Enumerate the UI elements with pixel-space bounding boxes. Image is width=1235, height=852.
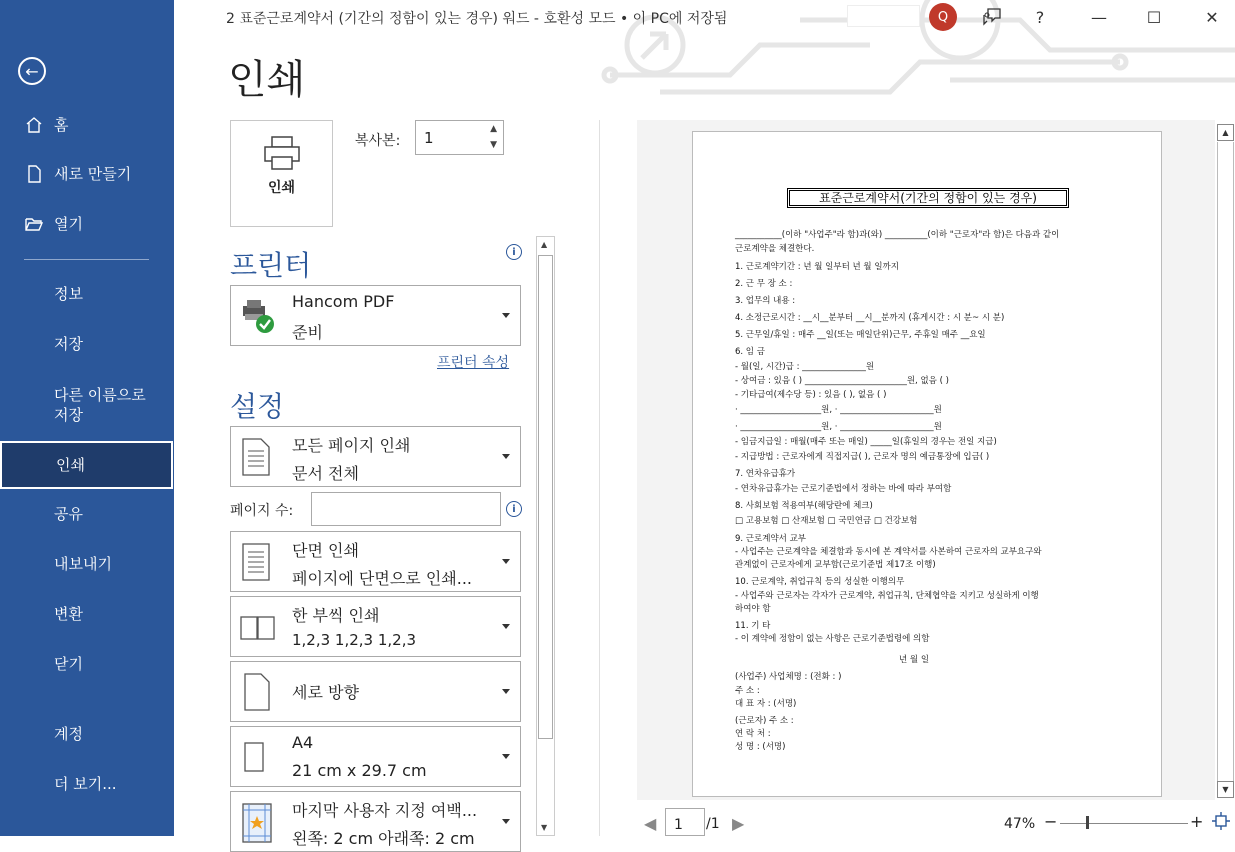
zoom-in-icon[interactable]: + [1190, 812, 1204, 831]
backstage-sidebar [0, 0, 174, 836]
doc-line: 9. 근로계약서 교부 [735, 534, 806, 544]
paper-size-value: A4 [292, 733, 314, 752]
doc-line: 근로계약을 체결한다. [735, 244, 815, 254]
doc-line: 10. 근로계약, 취업규칙 등의 성실한 이행의무 [735, 577, 905, 587]
scrollbar-thumb[interactable] [538, 255, 553, 739]
print-range-detail: 문서 전체 [292, 464, 359, 483]
nav-account[interactable] [0, 712, 174, 756]
pages-label: 페이지 수: [230, 503, 294, 519]
title-bar [174, 0, 1235, 34]
sided-value: 단면 인쇄 [292, 541, 359, 560]
copies-down-icon[interactable]: ▼ [490, 140, 497, 150]
minimize-button[interactable]: — [1091, 7, 1107, 27]
doc-line: - 연차유급휴가는 근로기준법에서 정하는 바에 따라 부여함 [735, 484, 952, 494]
pane-divider [599, 120, 600, 836]
collated-icon [239, 605, 279, 649]
maximize-button[interactable]: ☐ [1146, 7, 1162, 27]
nav-export[interactable] [0, 542, 174, 586]
doc-line: 4. 소정근로시간 : __시__분부터 __시__분까지 (휴게시간 : 시 분~ 시 분) [735, 313, 1005, 323]
nav-more-label: 더 보기... [54, 775, 117, 793]
chevron-down-icon [502, 313, 510, 318]
sidebar-divider [24, 259, 149, 260]
nav-transform[interactable] [0, 592, 174, 636]
pages-input[interactable] [311, 492, 501, 526]
nav-save-as[interactable] [0, 380, 174, 430]
nav-share[interactable] [0, 492, 174, 536]
feedback-icon[interactable] [980, 5, 1004, 29]
margins-icon [239, 800, 275, 844]
scroll-up-icon[interactable]: ▲ [1217, 124, 1234, 141]
home-icon [24, 115, 44, 135]
zoom-out-icon[interactable]: − [1044, 812, 1058, 831]
nav-close[interactable] [0, 642, 174, 686]
nav-home-label: 홈 [54, 116, 69, 134]
copies-value: 1 [424, 129, 434, 147]
nav-new-label: 새로 만들기 [54, 165, 132, 183]
print-range-value: 모든 페이지 인쇄 [292, 436, 411, 455]
total-pages: /1 [706, 816, 720, 832]
printer-heading: 프린터 [230, 249, 312, 282]
nav-share-label: 공유 [54, 505, 83, 523]
nav-more[interactable] [0, 762, 174, 806]
new-document-icon [24, 164, 44, 184]
folder-open-icon [24, 214, 44, 234]
sided-select[interactable] [230, 531, 521, 592]
nav-print[interactable] [0, 441, 173, 489]
settings-scrollbar[interactable] [536, 236, 555, 836]
chevron-down-icon [502, 819, 510, 824]
zoom-slider[interactable] [1060, 823, 1188, 824]
doc-line: ___________(이하 "사업주"라 함)과(와) __________(이하 "근로자"라 함)은 다음과 같이 [735, 230, 1060, 240]
chevron-down-icon [502, 624, 510, 629]
zoom-slider-thumb[interactable] [1086, 816, 1089, 829]
previous-page-icon[interactable]: ◀ [644, 814, 657, 833]
paper-icon [239, 735, 275, 779]
nav-home[interactable] [0, 103, 174, 147]
print-button-label: 인쇄 [267, 180, 296, 196]
nav-info[interactable] [0, 272, 174, 316]
info-icon[interactable]: i [506, 501, 522, 517]
nav-account-label: 계정 [54, 725, 83, 743]
nav-open[interactable] [0, 202, 174, 246]
doc-line: 연 락 처 : [735, 729, 771, 739]
back-button[interactable] [18, 57, 46, 85]
fit-page-icon[interactable] [1212, 812, 1230, 830]
orientation-select[interactable] [230, 661, 521, 722]
doc-line: 관계없이 근로자에게 교부함(근로기준법 제17조 이행) [735, 560, 936, 570]
doc-line: - 사업주와 근로자는 각자가 근로계약, 취업규칙, 단체협약을 지키고 성실하게 이행 [735, 591, 1039, 601]
printer-icon [263, 135, 301, 173]
info-icon[interactable]: i [506, 244, 522, 260]
doc-line: 주 소 : [735, 686, 760, 696]
doc-line: 5. 근무일/휴일 : 매주 __일(또는 매일단위)근무, 주휴일 매주 __요일 [735, 330, 986, 340]
nav-close-label: 닫기 [54, 655, 83, 673]
chevron-down-icon [502, 559, 510, 564]
current-page: 1 [674, 817, 683, 833]
doc-line: - 이 계약에 정함이 없는 사항은 근로기준법령에 의함 [735, 634, 930, 644]
nav-print-label: 인쇄 [56, 456, 85, 474]
nav-transform-label: 변환 [54, 605, 83, 623]
printer-status: 준비 [292, 323, 323, 342]
doc-line: - 상여금 : 있음 ( ) ________________________원, 없음 ( ) [735, 376, 949, 386]
nav-save-label: 저장 [54, 335, 83, 353]
portrait-icon [239, 670, 275, 714]
nav-info-label: 정보 [54, 285, 83, 303]
doc-line: 11. 기 타 [735, 621, 771, 631]
nav-save-as-label: 다른 이름으로 저장 [54, 386, 146, 424]
collate-value: 한 부씩 인쇄 [292, 606, 380, 625]
doc-line: - 임금지급일 : 매월(매주 또는 매일) _____일(휴일의 경우는 전일 지급) [735, 437, 997, 447]
nav-save[interactable] [0, 322, 174, 366]
settings-heading: 설정 [230, 390, 285, 423]
nav-open-label: 열기 [54, 215, 83, 233]
doc-line: - 기타급여(제수당 등) : 있음 ( ), 없음 ( ) [735, 390, 887, 400]
sided-detail: 페이지에 단면으로 인쇄... [292, 569, 472, 588]
page-number-input[interactable] [665, 808, 705, 836]
printer-properties-link[interactable]: 프린터 속성 [437, 355, 510, 371]
orientation-value: 세로 방향 [292, 683, 359, 702]
doc-date-line: 년 월 일 [899, 655, 930, 665]
chevron-down-icon [502, 754, 510, 759]
scrollbar-track[interactable] [1217, 142, 1234, 782]
printer-ready-icon [239, 294, 279, 334]
user-avatar[interactable]: Q [929, 3, 957, 31]
nav-new[interactable] [0, 152, 174, 196]
single-sided-icon [239, 540, 275, 584]
doc-line: · ___________________원, · ______________________원 [735, 422, 942, 432]
copies-label: 복사본: [355, 133, 401, 149]
help-button[interactable]: ? [1035, 7, 1045, 27]
document-heading: 표준근로계약서(기간의 정함이 있는 경우) [787, 188, 1069, 208]
margins-value: 마지막 사용자 지정 여백... [292, 801, 478, 820]
printer-select[interactable] [230, 285, 521, 346]
printer-name: Hancom PDF [292, 292, 395, 311]
doc-line: 하여야 함 [735, 604, 771, 614]
scroll-down-icon[interactable]: ▼ [1217, 781, 1234, 798]
doc-line: 7. 연차유급휴가 [735, 469, 796, 479]
margins-select[interactable] [230, 791, 521, 852]
margins-detail: 왼쪽: 2 cm 아래쪽: 2 cm [292, 829, 475, 848]
nav-export-label: 내보내기 [54, 555, 112, 573]
page-title: 인쇄 [228, 57, 306, 103]
doc-line: - 지급방법 : 근로자에게 직접지급( ), 근로자 명의 예금통장에 입금( ) [735, 452, 990, 462]
chevron-down-icon [502, 689, 510, 694]
next-page-icon[interactable]: ▶ [732, 814, 745, 833]
paper-size-detail: 21 cm x 29.7 cm [292, 761, 427, 780]
doc-line: - 월(일, 시간)급 : _______________원 [735, 362, 875, 372]
doc-line: (근로자) 주 소 : [735, 716, 794, 726]
collate-detail: 1,2,3 1,2,3 1,2,3 [292, 631, 417, 649]
doc-line: 6. 임 금 [735, 347, 765, 357]
document-title: 2 표준근로계약서 (기간의 정함이 있는 경우) 워드 - 호환성 모드 • 이 PC에 저장됨 [226, 11, 728, 27]
doc-line: 2. 근 무 장 소 : [735, 279, 793, 289]
doc-line: 1. 근로계약기간 : 년 월 일부터 년 월 일까지 [735, 262, 899, 272]
doc-line: - 사업주는 근로계약을 체결함과 동시에 본 계약서를 사본하여 근로자의 교부요구와 [735, 547, 1042, 557]
doc-line: □ 고용보험 □ 산재보험 □ 국민연금 □ 건강보험 [735, 516, 918, 526]
doc-line: (사업주) 사업체명 : (전화 : ) [735, 672, 842, 682]
user-name-box[interactable] [847, 5, 920, 27]
doc-line: 3. 업무의 내용 : [735, 296, 796, 306]
copies-stepper[interactable] [415, 120, 504, 155]
print-range-select[interactable] [230, 426, 521, 487]
pages-icon [239, 435, 275, 479]
doc-line: 성 명 : (서명) [735, 742, 786, 752]
back-arrow-icon: ← [25, 61, 39, 81]
zoom-level[interactable]: 47% [1004, 816, 1036, 832]
scroll-up-icon[interactable]: ▲ [541, 240, 548, 249]
copies-up-icon[interactable]: ▲ [490, 124, 497, 134]
preview-scrollbar[interactable] [1216, 124, 1235, 800]
chevron-down-icon [502, 454, 510, 459]
close-button[interactable]: ✕ [1205, 7, 1219, 27]
scroll-down-icon[interactable]: ▼ [541, 823, 548, 832]
preview-page [692, 131, 1162, 797]
collate-select[interactable] [230, 596, 521, 657]
doc-line: 8. 사회보험 적용여부(해당란에 체크) [735, 501, 873, 511]
doc-line: · ___________________원, · ______________________원 [735, 405, 942, 415]
paper-size-select[interactable] [230, 726, 521, 787]
doc-line: 대 표 자 : (서명) [735, 699, 797, 709]
print-button[interactable] [230, 120, 333, 227]
